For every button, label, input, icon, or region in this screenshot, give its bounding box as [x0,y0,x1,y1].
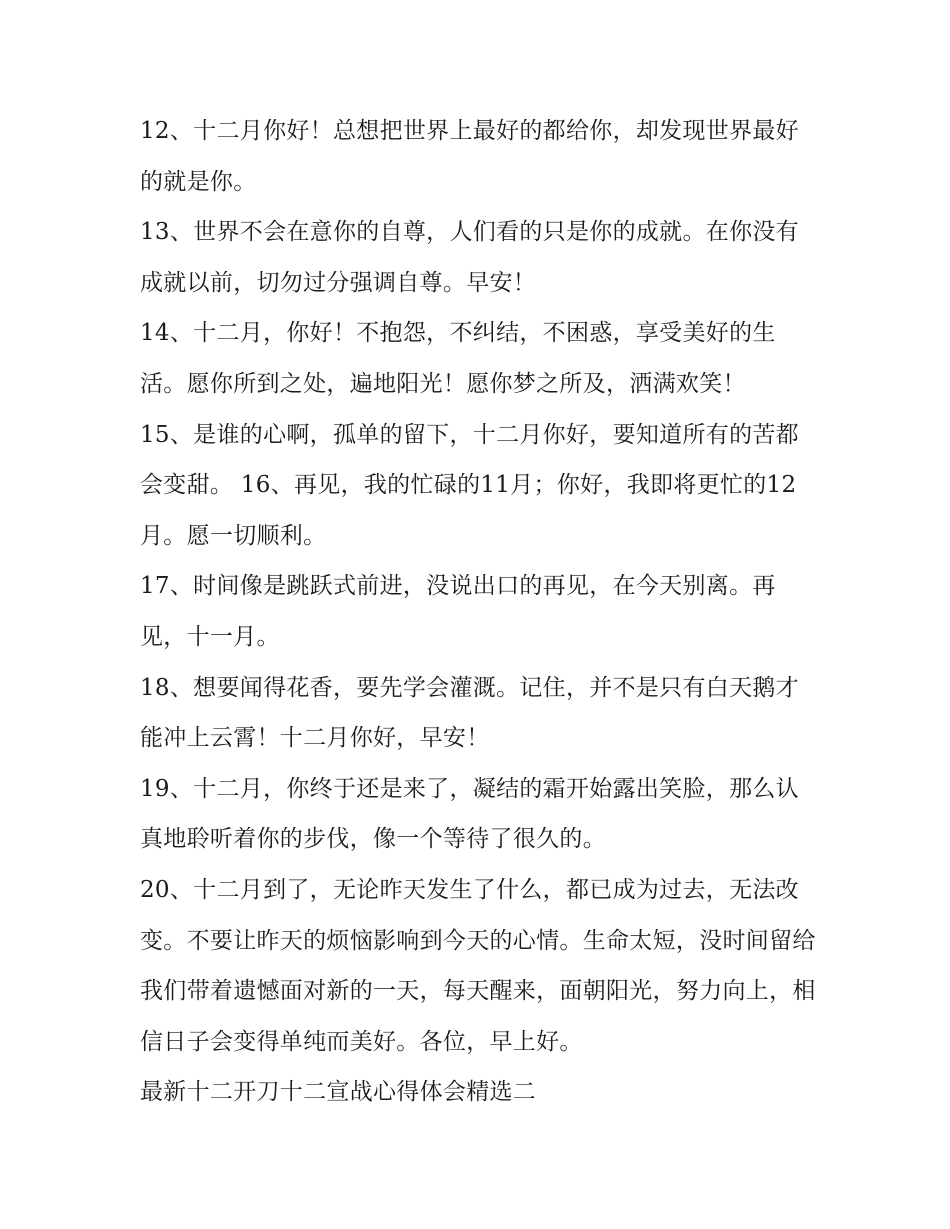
paragraph-15-16: 15、是谁的心啊，孤单的留下，十二月你好，要知道所有的苦都会变甜。 16、再见，我的忙碌的11月；你好，我即将更忙的12月。愿一切顺利。 [140,421,799,549]
paragraph-17: 17、时间像是跳跃式前进，没说出口的再见，在今天别离。再见，十一月。 [140,573,776,650]
paragraph-20: 20、十二月到了，无论昨天发生了什么，都已成为过去，无法改变。不要让昨天的烦恼影响到今天的心情。生命太短，没时间留给我们带着遗憾面对新的一天，每天醒来，面朝阳光，努力向上，相信日子会变得单纯而美好。各位，早上好。 [140,876,816,1055]
paragraph-12: 12、十二月你好！总想把世界上最好的都给你，却发现世界最好的就是你。 [140,118,799,195]
paragraph-13: 13、世界不会在意你的自尊，人们看的只是你的成就。在你没有成就以前，切勿过分强调自尊。早安！ [140,219,799,296]
paragraph-14: 14、十二月，你好！不抱怨，不纠结，不困惑，享受美好的生活。愿你所到之处，遍地阳光！愿你梦之所及，洒满欢笑！ [140,320,776,397]
document-body [140,106,820,1118]
paragraph-19: 19、十二月，你终于还是来了，凝结的霜开始露出笑脸，那么认真地聆听着你的步伐，像一个等待了很久的。 [140,775,799,853]
paragraph-18: 18、想要闻得花香，要先学会灌溉。记住，并不是只有白天鹅才能冲上云霄！十二月你好，早安！ [140,674,799,752]
section-heading: 最新十二开刀十二宣战心得体会精选二 [140,1079,537,1106]
